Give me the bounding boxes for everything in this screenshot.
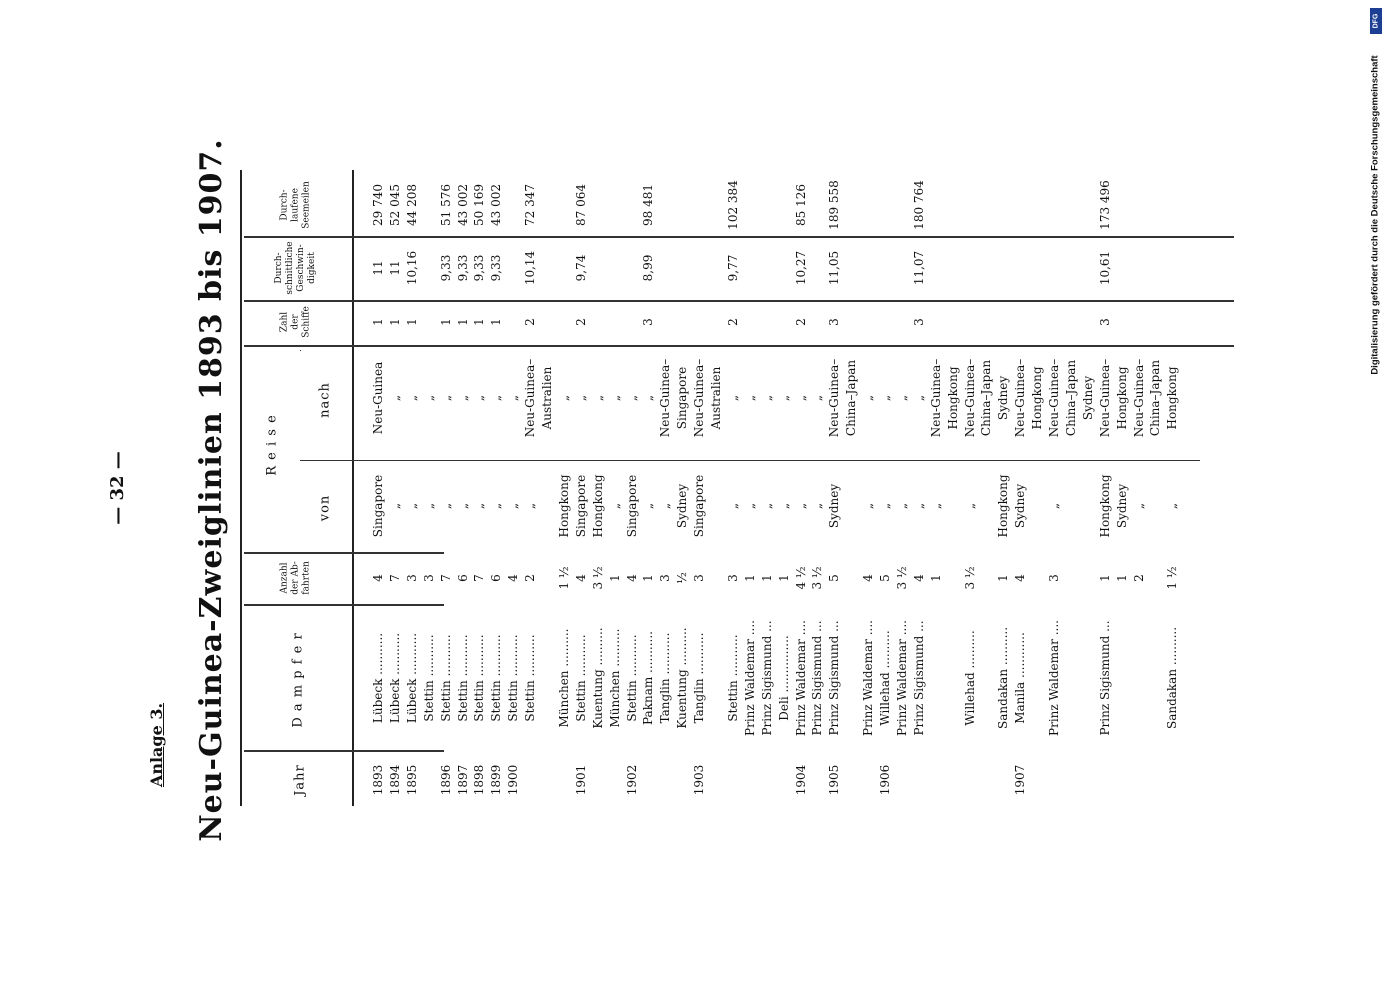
cell-nach: „ (624, 394, 639, 402)
cell-geschwindigkeit: 8,99 (641, 254, 656, 282)
cell-abfahrten: 1 (776, 574, 791, 582)
cell-geschwindigkeit: 11 (371, 260, 385, 276)
cell-nach: „ (861, 394, 876, 402)
cell-abfahrten: 3 ½ (962, 566, 977, 590)
cell-dampfer: Prinz Waldemar .... (894, 620, 909, 736)
cell-von: Sydney (1013, 483, 1028, 529)
cell-dampfer: Sandakan .......... (996, 626, 1011, 730)
header-geschwindigkeit: Durch- schnittliche Geschwin- digkeit (274, 241, 317, 295)
cell-dampfer: Lübeck ........... (404, 632, 419, 724)
cell-von: Singapore (692, 474, 707, 538)
cell-nach: China–Japan (844, 359, 859, 437)
cell-schiffe: 1 (371, 318, 385, 326)
cell-abfahrten: 4 (573, 574, 588, 582)
cell-von: „ (793, 502, 808, 510)
cell-nach: „ (438, 394, 453, 402)
cell-von: Singapore (624, 474, 639, 538)
cell-dampfer: Stettin ........... (506, 634, 521, 722)
cell-jahr: 1897 (455, 764, 470, 796)
cell-seemeilen: 180 764 (911, 180, 926, 230)
cell-abfahrten: 2 (1131, 574, 1146, 582)
cell-von: „ (810, 502, 825, 510)
cell-seemeilen: 98 481 (641, 184, 656, 226)
cell-dampfer: Kuentung .......... (590, 627, 605, 729)
page-title: Neu-Guinea-Zweiglinien 1893 bis 1907. (194, 138, 229, 842)
cell-schiffe: 3 (827, 318, 842, 326)
cell-abfahrten: 1 (607, 574, 622, 582)
cell-abfahrten: 1 ½ (1165, 566, 1180, 590)
cell-von: „ (421, 502, 436, 510)
cell-geschwindigkeit: 9,33 (472, 254, 487, 282)
cell-dampfer: Prinz Sigismund ... (759, 620, 774, 736)
cell-jahr: 1906 (878, 764, 892, 796)
cell-schiffe: 1 (387, 318, 402, 326)
cell-seemeilen: 29 740 (371, 184, 385, 226)
cell-abfahrten: 1 (928, 574, 943, 582)
cell-nach: Neu-Guinea (371, 361, 385, 435)
cell-dampfer: Stettin ........... (421, 634, 436, 722)
cell-dampfer: München .......... (556, 628, 571, 728)
cell-nach: Neu-Guinea– (827, 358, 842, 438)
cell-nach: „ (455, 394, 470, 402)
header-dampfer: D a m p f e r (290, 632, 306, 728)
cell-jahr: 1904 (793, 764, 808, 796)
cell-abfahrten: 1 ½ (556, 566, 571, 590)
cell-schiffe: 2 (793, 318, 808, 326)
cell-nach: Hongkong (1165, 366, 1180, 430)
col-sep-reise (244, 345, 1234, 347)
cell-dampfer: Prinz Waldemar .... (861, 620, 876, 736)
cell-seemeilen: 50 169 (472, 184, 487, 226)
header-reise: R e i s e (264, 414, 280, 476)
cell-nach: Neu-Guinea– (928, 358, 943, 438)
cell-abfahrten: 3 ½ (894, 566, 909, 590)
col-sep-schiffe (244, 300, 1234, 302)
cell-geschwindigkeit: 11 (387, 260, 402, 276)
cell-nach: „ (472, 394, 487, 402)
cell-schiffe: 1 (404, 318, 419, 326)
cell-schiffe: 1 (438, 318, 453, 326)
cell-dampfer: Prinz Sigismund ... (810, 620, 825, 736)
cell-schiffe: 3 (641, 318, 656, 326)
cell-jahr: 1902 (624, 764, 639, 796)
cell-dampfer: Willehad .......... (962, 630, 977, 726)
cell-nach: „ (590, 394, 605, 402)
cell-seemeilen: 173 496 (1097, 180, 1112, 230)
cell-seemeilen: 43 002 (455, 184, 470, 226)
cell-seemeilen: 44 208 (404, 184, 419, 226)
cell-von: „ (472, 502, 487, 510)
cell-jahr: 1901 (573, 764, 588, 796)
cell-geschwindigkeit: 11,05 (827, 250, 842, 286)
cell-dampfer: Deli ............... (776, 635, 791, 721)
cell-schiffe: 3 (911, 318, 926, 326)
cell-geschwindigkeit: 9,74 (573, 254, 588, 282)
cell-von: „ (928, 502, 943, 510)
cell-von: „ (489, 502, 504, 510)
col-sep-jahr (244, 750, 444, 752)
cell-dampfer: Willehad .......... (878, 630, 892, 726)
cell-nach: „ (776, 394, 791, 402)
cell-nach: „ (489, 394, 504, 402)
cell-abfahrten: 4 (911, 574, 926, 582)
cell-nach: „ (894, 394, 909, 402)
cell-nach: „ (878, 394, 892, 402)
cell-abfahrten: 4 (506, 574, 521, 582)
cell-dampfer: Stettin ........... (523, 634, 538, 722)
cell-dampfer: Stettin ........... (455, 634, 470, 722)
cell-von: „ (523, 502, 538, 510)
cell-nach: Sydney (996, 375, 1011, 421)
cell-von: „ (742, 502, 757, 510)
cell-nach: China–Japan (979, 359, 994, 437)
cell-von: „ (387, 502, 402, 510)
cell-nach: Hongkong (945, 366, 960, 430)
cell-jahr: 1896 (438, 764, 453, 796)
cell-nach: Neu-Guinea– (1097, 358, 1112, 438)
cell-jahr: 1893 (371, 764, 385, 796)
cell-dampfer: Stettin ........... (438, 634, 453, 722)
cell-von: Hongkong (556, 474, 571, 538)
cell-abfahrten: 3 (725, 574, 740, 582)
cell-nach: Neu-Guinea– (1013, 358, 1028, 438)
cell-jahr: 1898 (472, 764, 487, 796)
cell-von: Sydney (827, 483, 842, 529)
header-separator (352, 170, 354, 806)
cell-dampfer: Paknam ........... (641, 631, 656, 725)
cell-nach: „ (759, 394, 774, 402)
cell-nach: Neu-Guinea– (523, 358, 538, 438)
header-abfahrten: Anzahl der Ab- fahrten (279, 561, 312, 595)
cell-abfahrten: 3 ½ (810, 566, 825, 590)
cell-von: Hongkong (1097, 474, 1112, 538)
cell-abfahrten: 3 (421, 574, 436, 582)
cell-dampfer: Lübeck ........... (371, 632, 385, 724)
cell-von: „ (776, 502, 791, 510)
cell-von: Singapore (371, 474, 385, 538)
cell-seemeilen: 87 064 (573, 184, 588, 226)
cell-von: „ (1165, 502, 1180, 510)
cell-dampfer: Prinz Sigismund ... (1097, 620, 1112, 736)
cell-nach: China–Japan (1063, 359, 1078, 437)
cell-nach: „ (641, 394, 656, 402)
cell-dampfer: Stettin ........... (624, 634, 639, 722)
cell-von: „ (506, 502, 521, 510)
cell-von: „ (894, 502, 909, 510)
cell-abfahrten: 3 (658, 574, 673, 582)
cell-nach: „ (810, 394, 825, 402)
cell-schiffe: 2 (523, 318, 538, 326)
cell-nach: Hongkong (1030, 366, 1045, 430)
cell-abfahrten: 3 (692, 574, 707, 582)
cell-abfahrten: 1 (1097, 574, 1112, 582)
cell-dampfer: Stettin ........... (489, 634, 504, 722)
cell-seemeilen: 72 347 (523, 184, 538, 226)
cell-seemeilen: 85 126 (793, 184, 808, 226)
cell-geschwindigkeit: 9,33 (438, 254, 453, 282)
cell-von: Singapore (573, 474, 588, 538)
cell-von: „ (404, 502, 419, 510)
cell-von: „ (861, 502, 876, 510)
cell-abfahrten: 4 ½ (793, 566, 808, 590)
header-von: von (317, 494, 333, 522)
cell-jahr: 1895 (404, 764, 419, 796)
cell-dampfer: Kuentung .......... (675, 627, 690, 729)
cell-schiffe: 2 (725, 318, 740, 326)
reise-sub-sep (300, 350, 301, 351)
cell-nach: „ (556, 394, 571, 402)
cell-von: „ (455, 502, 470, 510)
cell-nach: „ (742, 394, 757, 402)
cell-jahr: 1903 (692, 764, 707, 796)
cell-dampfer: Prinz Waldemar .... (1047, 620, 1061, 736)
cell-dampfer: Prinz Sigismund ... (911, 620, 926, 736)
cell-nach: „ (607, 394, 622, 402)
cell-nach: Neu-Guinea– (658, 358, 673, 438)
cell-von: Sydney (675, 483, 690, 529)
cell-nach: „ (793, 394, 808, 402)
cell-nach: „ (404, 394, 419, 402)
header-schiffe: Zahl der Schiffe (279, 306, 312, 338)
cell-jahr: 1899 (489, 764, 504, 796)
cell-geschwindigkeit: 10,27 (793, 250, 808, 286)
cell-von: „ (725, 502, 740, 510)
cell-abfahrten: 5 (878, 574, 892, 582)
cell-geschwindigkeit: 11,07 (911, 250, 926, 286)
cell-abfahrten: 7 (472, 574, 487, 582)
cell-von: „ (1131, 502, 1146, 510)
cell-nach: Australien (540, 366, 554, 430)
cell-nach: Sydney (1080, 375, 1095, 421)
cell-jahr: 1905 (827, 764, 842, 796)
cell-seemeilen: 43 002 (489, 184, 504, 226)
header-nach: nach (317, 382, 333, 418)
cell-abfahrten: 2 (523, 574, 538, 582)
cell-schiffe: 1 (455, 318, 470, 326)
cell-abfahrten: 5 (827, 574, 842, 582)
cell-geschwindigkeit: 9,33 (489, 254, 504, 282)
cell-nach: Hongkong (1114, 366, 1129, 430)
cell-jahr: 1907 (1013, 764, 1028, 796)
cell-dampfer: Prinz Waldemar .... (742, 620, 757, 736)
cell-dampfer: Sandakan .......... (1165, 626, 1180, 730)
cell-abfahrten: 7 (387, 574, 402, 582)
cell-nach: Australien (709, 366, 723, 430)
cell-nach: Neu-Guinea– (1131, 358, 1146, 438)
cell-dampfer: Tanglin ........... (658, 632, 673, 724)
cell-von: Hongkong (590, 474, 605, 538)
cell-von: „ (438, 502, 453, 510)
cell-von: Hongkong (996, 474, 1011, 538)
cell-nach: „ (573, 394, 588, 402)
cell-dampfer: München .......... (607, 628, 622, 728)
cell-seemeilen: 189 558 (827, 180, 842, 230)
cell-abfahrten: 4 (1013, 574, 1028, 582)
cell-nach: „ (421, 394, 436, 402)
cell-abfahrten: 4 (861, 574, 876, 582)
cell-dampfer: Stettin ........... (472, 634, 487, 722)
table-left-border (240, 170, 242, 806)
cell-abfahrten: 3 (1047, 574, 1061, 582)
cell-abfahrten: 1 (742, 574, 757, 582)
cell-schiffe: 1 (472, 318, 487, 326)
cell-nach: „ (911, 394, 926, 402)
cell-dampfer: Prinz Sigismund ... (827, 620, 842, 736)
cell-von: „ (759, 502, 774, 510)
cell-seemeilen: 102 384 (725, 180, 740, 230)
cell-von: „ (1047, 502, 1061, 510)
cell-abfahrten: 1 (1114, 574, 1129, 582)
cell-nach: Singapore (675, 366, 690, 430)
cell-nach: „ (506, 394, 521, 402)
cell-von: Sydney (1114, 483, 1129, 529)
cell-seemeilen: 51 576 (438, 184, 453, 226)
cell-schiffe: 3 (1097, 318, 1112, 326)
cell-jahr: 1900 (506, 764, 521, 796)
cell-von: „ (658, 502, 673, 510)
cell-abfahrten: 6 (489, 574, 504, 582)
cell-nach: China–Japan (1148, 359, 1163, 437)
col-sep-abfahrten (244, 552, 444, 554)
cell-geschwindigkeit: 10,16 (404, 250, 419, 286)
cell-dampfer: Lübeck ........... (387, 632, 402, 724)
cell-nach: Neu-Guinea– (692, 358, 707, 438)
cell-abfahrten: 3 ½ (590, 566, 605, 590)
cell-von: „ (911, 502, 926, 510)
cell-nach: „ (387, 394, 402, 402)
appendix-label: Anlage 3. (147, 702, 166, 788)
cell-dampfer: Stettin ........... (725, 634, 740, 722)
von-nach-sep (300, 460, 1200, 461)
cell-dampfer: Manila ............ (1013, 632, 1028, 724)
header-seemeilen: Durch- laufene Seemeilen (279, 181, 312, 229)
cell-abfahrten: 6 (455, 574, 470, 582)
cell-abfahrten: 3 (404, 574, 419, 582)
cell-schiffe: 1 (489, 318, 504, 326)
digitization-credit: Digitalisierung gefördert durch die Deutsche Forschungsgemeinschaft (1369, 55, 1381, 375)
cell-nach: „ (725, 394, 740, 402)
cell-dampfer: Prinz Waldemar .... (793, 620, 808, 736)
cell-nach: Neu-Guinea– (1047, 358, 1061, 438)
cell-abfahrten: 1 (641, 574, 656, 582)
cell-dampfer: Tanglin ........... (692, 632, 707, 724)
cell-abfahrten: 4 (371, 574, 385, 582)
cell-schiffe: 2 (573, 318, 588, 326)
cell-abfahrten: ½ (675, 572, 690, 584)
cell-geschwindigkeit: 9,77 (725, 254, 740, 282)
cell-abfahrten: 7 (438, 574, 453, 582)
cell-geschwindigkeit: 9,33 (455, 254, 470, 282)
cell-abfahrten: 1 (996, 574, 1011, 582)
cell-von: „ (962, 502, 977, 510)
cell-geschwindigkeit: 10,61 (1097, 250, 1112, 286)
page-number: — 32 — (107, 451, 128, 525)
cell-nach: Neu-Guinea– (962, 358, 977, 438)
header-jahr: Jahr (292, 764, 308, 796)
cell-jahr: 1894 (387, 764, 402, 796)
col-sep-dampfer (244, 604, 444, 606)
cell-von: „ (878, 502, 892, 510)
col-sep-geschw (244, 236, 1234, 238)
cell-geschwindigkeit: 10,14 (523, 250, 538, 286)
cell-abfahrten: 1 (759, 574, 774, 582)
cell-dampfer: Stettin ........... (573, 634, 588, 722)
dfg-logo: DFG (1370, 8, 1382, 34)
cell-abfahrten: 4 (624, 574, 639, 582)
cell-von: „ (641, 502, 656, 510)
cell-von: „ (607, 502, 622, 510)
cell-seemeilen: 52 045 (387, 184, 402, 226)
